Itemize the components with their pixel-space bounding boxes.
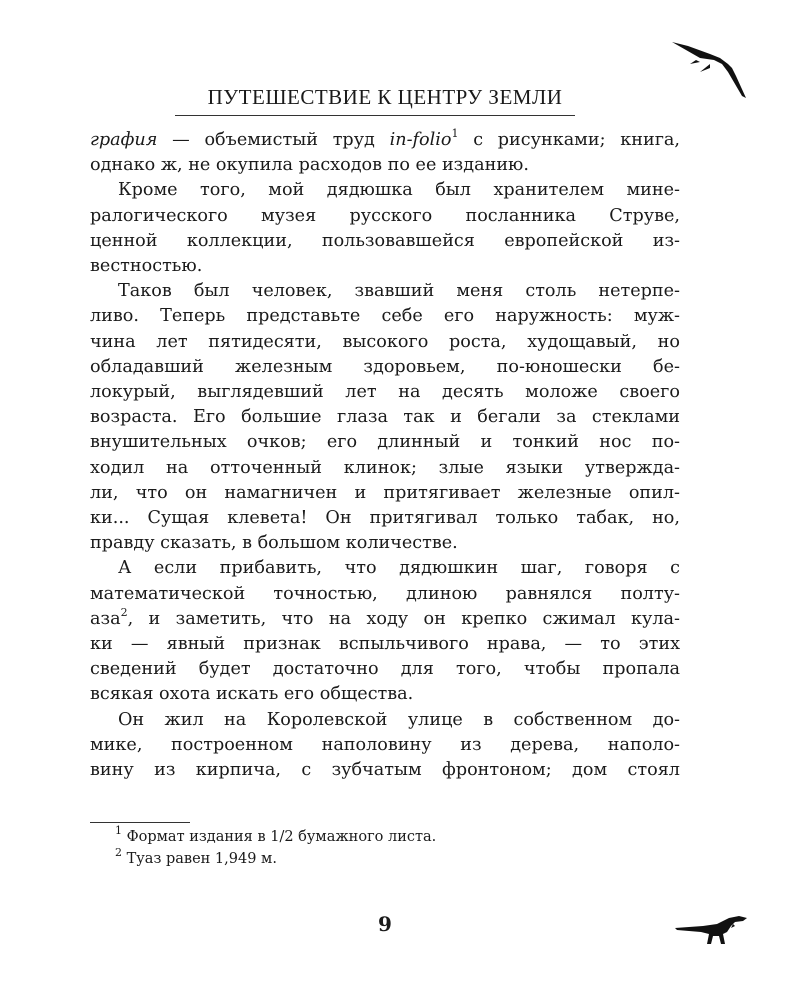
footnote-2 [115,848,436,870]
footnote-1 [115,826,436,848]
footnote-ref-2[interactable]: 2 [120,606,128,619]
text-line: сведений будет достаточно для того, чтобы пропала [90,659,680,680]
text-line: ли, что он намагничен и притягивает железные опил- [90,482,680,503]
text-line [90,128,680,153]
paragraph-5 [90,708,680,784]
text-line: ралогического музея русского посланника Струве, [90,205,680,226]
footnote-ref-1[interactable]: 1 [451,127,459,141]
text-line: мике, построенном наполовину из дерева, наполо- [90,734,680,755]
paragraph-3 [90,279,680,556]
footnote-text: Туаз равен 1,949 м. [122,851,277,867]
text-line: возраста. Его большие глаза так и бегали за стеклами [90,407,680,428]
dinosaur-icon [673,912,751,948]
text-line: внушительных очков; его длинный и тонкий нос по- [90,432,680,453]
text-line: Он жил на Королевской улице в собственном до- [118,709,680,730]
text-line: вестностью. [90,256,203,277]
text-line: вину из кирпича, с зубчатым фронтоном; дом стоял [90,760,680,781]
footnote-mark: 1 [115,824,122,838]
text-line: правду сказать, в большом количестве. [90,533,458,554]
text-line: ходил на отточенный клинок; злые языки утвержда- [90,457,680,478]
text-line: А если прибавить, что дядюшкин шаг, говоря с [118,558,680,579]
text-line [90,607,680,632]
italic-text: in-folio [389,130,452,150]
header-rule [175,115,575,116]
text-line: ценной коллекции, пользовавшейся европейской из- [90,230,680,251]
running-header: ПУТЕШЕСТВИЕ К ЦЕНТРУ ЗЕМЛИ [207,85,563,109]
text-line: однако ж, не окупила расходов по ее изданию. [90,155,529,176]
footnote-text: Формат издания в 1/2 бумажного листа. [122,829,437,845]
text-line: обладавший железным здоровьем, по-юношески бе- [90,356,680,377]
text-line: ливо. Теперь представьте себе его наружность: муж- [90,306,680,327]
page-number: 9 [378,912,392,936]
text-line: чина лет пятидесяти, высокого роста, худощавый, но [90,331,680,352]
text-line: математической точностью, длиною равнялся полту- [90,583,680,604]
pterodactyl-icon [670,38,748,100]
paragraph-4 [90,556,680,707]
paragraph-1 [90,128,680,178]
italic-text: графия [90,130,158,150]
text-line: ки... Сущая клевета! Он притягивал только табак, но, [90,508,680,529]
footnotes [115,826,436,870]
text-line: всякая охота искать его общества. [90,684,414,705]
footnote-rule [90,822,190,823]
footnote-mark: 2 [115,846,122,860]
text-span: , и заметить, что на ходу он крепко сжимал кула- [127,608,680,629]
text-span: — объемистый труд [157,130,390,150]
text-line: Кроме того, мой дядюшка был хранителем мине- [118,180,680,201]
text-span: аза [90,608,121,629]
text-line: локурый, выглядевший лет на десять моложе своего [90,382,680,403]
body-text [90,128,680,783]
text-line: Таков был человек, звавший меня столь нетерпе- [118,281,680,302]
text-line: ки — явный признак вспыльчивого нрава, — то этих [90,634,680,655]
paragraph-2 [90,178,680,279]
text-span: с рисунками; книга, [458,130,680,150]
